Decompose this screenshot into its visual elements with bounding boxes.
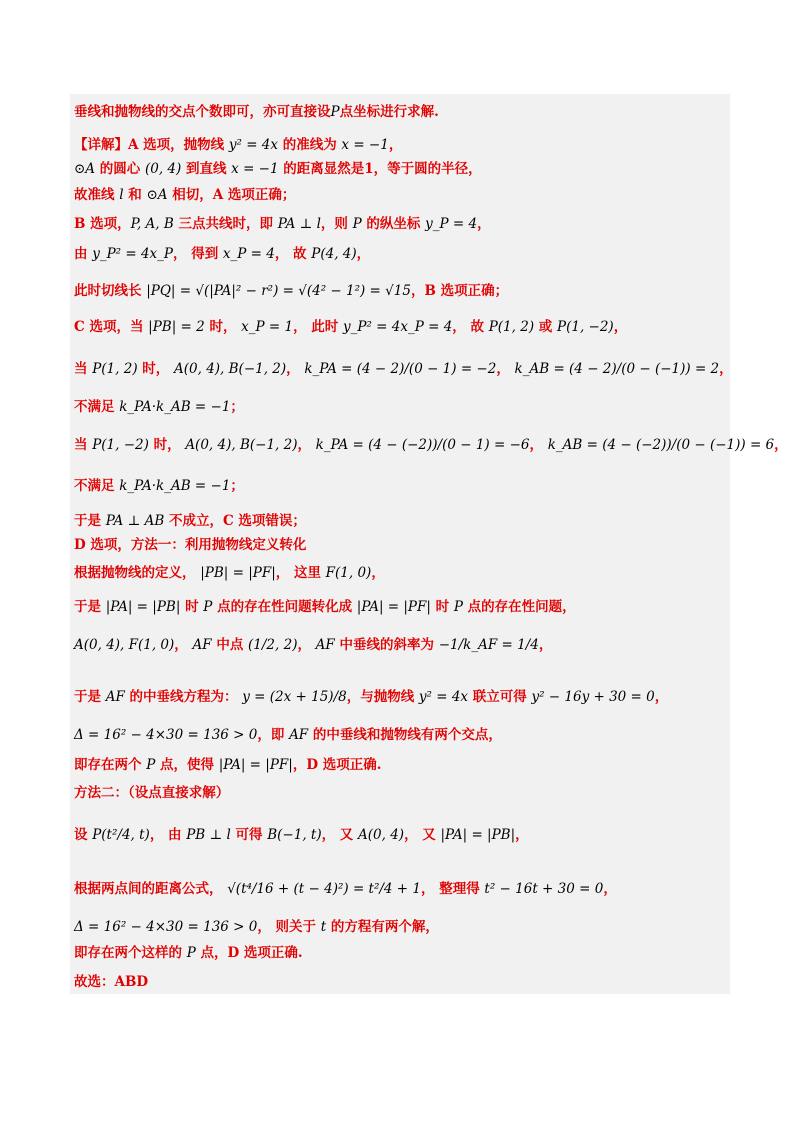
text-segment: ， — [297, 437, 316, 453]
text-segment: 当 — [74, 437, 93, 453]
text-segment: 的距离显然是1，等于圆的半径， — [278, 161, 482, 177]
text-line — [74, 103, 439, 121]
text-segment: ， 又 — [321, 827, 359, 843]
text-segment: 点坐标进行求解. — [339, 104, 439, 120]
math-expression: y_P² = 4x_P — [92, 246, 174, 262]
math-expression: P — [203, 599, 213, 615]
math-expression: (0, 4) — [144, 161, 182, 177]
math-expression: P(4, 4) — [311, 246, 357, 262]
text-segment: 故选：ABD — [74, 974, 149, 990]
text-segment: ， — [529, 437, 548, 453]
text-segment: ， — [388, 137, 403, 153]
math-expression: |PQ| = √(|PA|² − r²) = √(4² − 1²) = √15 — [146, 283, 411, 299]
text-segment: 的方程有两个解， — [326, 919, 439, 935]
math-expression: l — [119, 187, 124, 203]
text-line — [74, 436, 788, 454]
math-expression: |PA| = |PB| — [105, 599, 181, 615]
text-line — [74, 598, 576, 616]
text-line — [74, 282, 508, 300]
text-segment: ， — [286, 361, 305, 377]
text-segment: 中垂线的斜率为 — [334, 637, 439, 653]
math-expression: P(1, −2) — [557, 319, 614, 335]
text-segment: 的纵坐标 — [361, 216, 426, 232]
math-expression: x_P = 4 — [222, 246, 275, 262]
text-segment: 垂线和抛物线的交点个数即可，亦可直接设 — [74, 104, 331, 120]
text-line — [74, 360, 733, 378]
math-expression: P, A, B — [130, 216, 174, 232]
text-segment: 于是 — [74, 513, 106, 529]
text-segment: 时， — [137, 361, 174, 377]
text-line — [74, 318, 627, 336]
math-expression: A(0, 4), F(1, 0) — [74, 637, 175, 653]
text-segment: 根据抛物线的定义， — [74, 565, 201, 581]
text-segment: ，D 选项正确. — [292, 757, 382, 773]
math-expression: P — [453, 599, 463, 615]
math-expression: k_PA·k_AB = −1 — [119, 478, 231, 494]
math-expression: P — [146, 757, 156, 773]
math-expression: P(1, −2) — [92, 437, 149, 453]
math-expression: |PB| = 2 — [148, 319, 205, 335]
math-expression: PA ⊥ l — [277, 216, 321, 232]
text-segment: ； — [230, 399, 244, 415]
text-segment: B 选项， — [74, 216, 131, 232]
text-line — [74, 215, 491, 233]
text-segment: ， 又 — [404, 827, 441, 843]
math-expression: t — [320, 919, 327, 935]
math-expression: t² − 16t + 30 = 0 — [484, 881, 604, 897]
text-segment: ， — [613, 319, 628, 335]
text-line — [74, 477, 244, 495]
text-line — [74, 136, 402, 154]
math-expression: y_P² = 4x_P = 4 — [343, 319, 453, 335]
math-expression: |PA| = |PF| — [356, 599, 431, 615]
text-segment: ，与抛物线 — [346, 689, 419, 705]
text-segment: 时， — [148, 437, 186, 453]
text-line — [74, 160, 482, 178]
math-expression: P(1, 2) — [92, 361, 138, 377]
text-segment: 三点共线时，即 — [173, 216, 278, 232]
math-expression: y_P = 4 — [425, 216, 478, 232]
math-expression: B(−1, t) — [267, 827, 322, 843]
text-line — [74, 536, 306, 554]
math-expression: AF — [192, 637, 212, 653]
math-expression: F(1, 0) — [325, 565, 372, 581]
text-segment: 点的存在性问题， — [462, 599, 576, 615]
math-expression: y = (2x + 15)/8 — [242, 689, 347, 705]
math-expression: PA ⊥ AB — [105, 513, 165, 529]
math-expression: k_PA·k_AB = −1 — [119, 399, 231, 415]
text-segment: ，即 — [257, 727, 290, 743]
text-segment: ， — [371, 565, 385, 581]
text-segment: ， 得到 — [173, 246, 223, 262]
text-segment: 可得 — [230, 827, 268, 843]
text-segment: ， — [719, 361, 733, 377]
text-segment: 相切，A 选项正确； — [167, 187, 296, 203]
text-segment: ， — [356, 246, 371, 262]
text-segment: 中点 — [211, 637, 249, 653]
text-line — [74, 918, 439, 936]
math-expression: Δ = 16² − 4×30 = 136 > 0 — [74, 727, 258, 743]
text-line — [74, 944, 303, 962]
text-segment: 的圆心 — [95, 161, 145, 177]
text-segment: ， — [538, 637, 553, 653]
text-line — [74, 973, 148, 991]
math-expression: |PA| = |PF| — [218, 757, 293, 773]
text-line — [74, 756, 381, 774]
math-expression: AF — [289, 727, 309, 743]
text-segment: ， 此时 — [293, 319, 343, 335]
math-expression: Δ = 16² − 4×30 = 136 > 0 — [74, 919, 258, 935]
math-expression: A(0, 4), B(−1, 2) — [185, 437, 298, 453]
text-segment: ， 这里 — [275, 565, 326, 581]
text-segment: 即存在两个这样的 — [74, 945, 187, 961]
text-segment: 时， — [204, 319, 242, 335]
text-segment: 于是 — [74, 689, 106, 705]
text-segment: 此时切线长 — [74, 283, 147, 299]
math-expression: (1/2, 2) — [248, 637, 298, 653]
text-segment: ， 则关于 — [257, 919, 321, 935]
math-expression: x_P = 1 — [241, 319, 294, 335]
math-expression: y² − 16y + 30 = 0 — [531, 689, 655, 705]
text-line — [74, 726, 502, 744]
math-expression: |PB| = |PF| — [200, 565, 276, 581]
text-line — [74, 512, 306, 530]
math-expression: y² = 4x — [228, 137, 279, 153]
text-segment: ，B 选项正确； — [410, 283, 509, 299]
text-line — [74, 880, 617, 898]
text-segment: 或 — [534, 319, 557, 335]
text-segment: ； — [230, 478, 244, 494]
text-segment: 的准线为 — [278, 137, 342, 153]
text-segment: 根据两点间的距离公式， — [74, 881, 228, 897]
text-line — [74, 688, 668, 706]
text-segment: 故准线 — [74, 187, 120, 203]
text-segment: ， 故 — [452, 319, 489, 335]
text-segment: ， — [477, 216, 491, 232]
text-segment: 联立可得 — [468, 689, 532, 705]
text-segment: ， 整理得 — [421, 881, 485, 897]
text-line — [74, 826, 529, 844]
text-segment: ， 故 — [274, 246, 312, 262]
text-segment: C 选项，当 — [74, 319, 149, 335]
text-segment: D 选项，方法一：利用抛物线定义转化 — [74, 537, 307, 553]
text-segment: ， — [603, 881, 617, 897]
text-segment: 点的存在性问题转化成 — [212, 599, 357, 615]
text-segment: 由 — [74, 246, 93, 262]
text-segment: ， — [297, 637, 316, 653]
text-segment: 点，D 选项正确. — [195, 945, 303, 961]
text-segment: 到直线 — [181, 161, 232, 177]
text-segment: 的中垂线方程为： — [124, 689, 243, 705]
text-segment: ， 由 — [149, 827, 187, 843]
math-expression: P(1, 2) — [488, 319, 535, 335]
text-line — [74, 564, 385, 582]
text-segment: 点，使得 — [155, 757, 219, 773]
math-expression: y² = 4x — [418, 689, 469, 705]
text-segment: 【详解】A 选项，抛物线 — [74, 137, 229, 153]
math-expression: k_AB = (4 − (−2))/(0 − (−1)) = 6 — [547, 437, 775, 453]
math-expression: |PA| = |PB| — [440, 827, 516, 843]
math-expression: k_PA = (4 − (−2))/(0 − 1) = −6 — [315, 437, 530, 453]
math-expression: √(t⁴/16 + (t − 4)²) = t²/4 + 1 — [227, 881, 422, 897]
text-segment: ， — [774, 437, 788, 453]
text-segment: 于是 — [74, 599, 106, 615]
text-segment: 即存在两个 — [74, 757, 147, 773]
math-expression: ⊙A — [74, 161, 96, 177]
math-expression: A(0, 4) — [358, 827, 405, 843]
text-segment: 不满足 — [74, 478, 120, 494]
math-expression: AF — [105, 689, 125, 705]
text-segment: 不成立，C 选项错误； — [164, 513, 306, 529]
text-segment: 时 — [180, 599, 204, 615]
math-expression: k_AB = (4 − 2)/(0 − (−1)) = 2 — [514, 361, 720, 377]
text-segment: ， — [515, 827, 529, 843]
text-segment: ， — [654, 689, 669, 705]
text-segment: 的中垂线和抛物线有两个交点， — [308, 727, 502, 743]
text-line — [74, 186, 295, 204]
text-line — [74, 636, 552, 654]
math-expression: P — [352, 216, 362, 232]
math-expression: AF — [315, 637, 335, 653]
math-expression: PB ⊥ l — [186, 827, 231, 843]
math-expression: P — [186, 945, 196, 961]
text-segment: 设 — [74, 827, 93, 843]
math-expression: ⊙A — [146, 187, 168, 203]
text-line — [74, 398, 244, 416]
math-expression: x = −1 — [231, 161, 279, 177]
math-expression: −1/k_AF = 1/4 — [438, 637, 539, 653]
text-segment: ，则 — [320, 216, 353, 232]
text-segment: ， — [496, 361, 515, 377]
math-expression: P(t²/4, t) — [92, 827, 150, 843]
text-line — [74, 245, 370, 263]
text-segment: 和 — [123, 187, 147, 203]
text-segment: 时 — [430, 599, 454, 615]
text-segment: 当 — [74, 361, 93, 377]
math-expression: k_PA = (4 − 2)/(0 − 1) = −2 — [304, 361, 497, 377]
math-expression: x = −1 — [341, 137, 389, 153]
math-expression: P — [330, 104, 340, 120]
text-segment: 不满足 — [74, 399, 120, 415]
math-expression: A(0, 4), B(−1, 2) — [174, 361, 287, 377]
text-segment: ， — [174, 637, 193, 653]
text-segment: 方法二：（设点直接求解） — [74, 785, 230, 801]
text-line — [74, 784, 229, 802]
